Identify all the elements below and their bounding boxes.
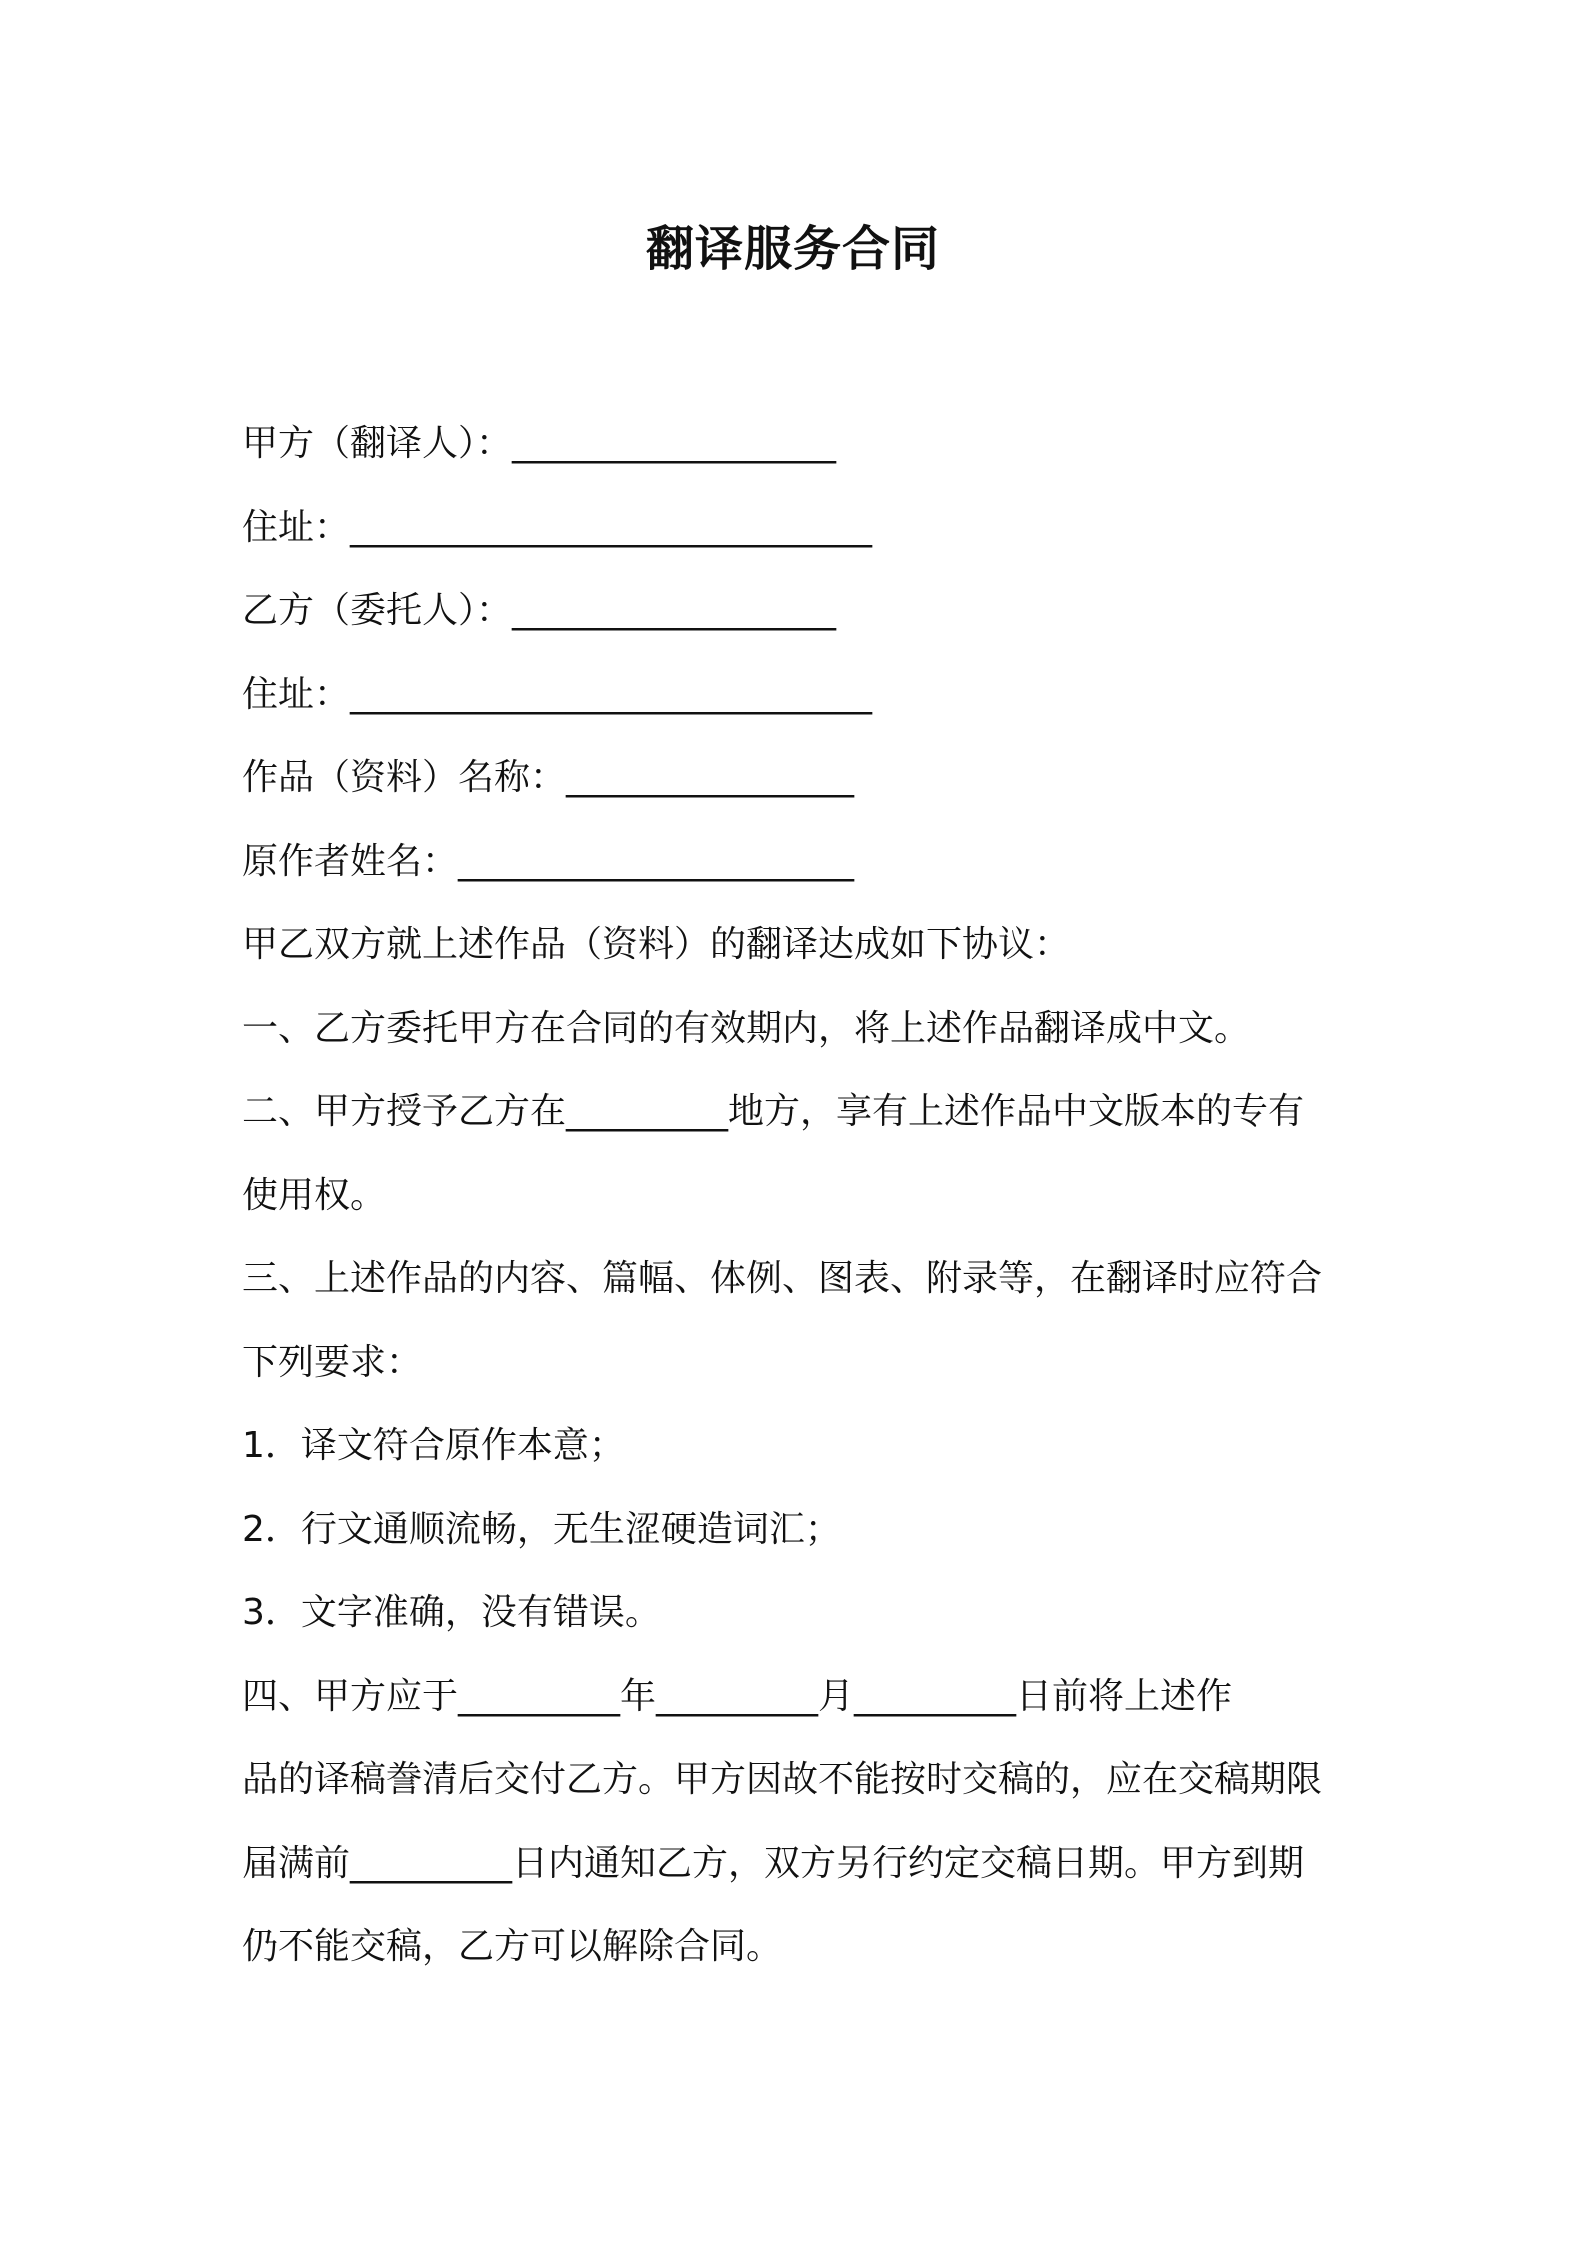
- party-b-address-field: 住址：_____________________________: [242, 673, 873, 715]
- document-title: 翻译服务合同: [645, 221, 940, 277]
- original-author-field: 原作者姓名：______________________: [242, 840, 855, 882]
- clause-3-line-1: 三、上述作品的内容、篇幅、体例、图表、附录等，在翻译时应符合: [242, 1258, 1323, 1299]
- requirement-1: 1．译文符合原作本意；: [242, 1425, 625, 1466]
- document-body: [242, 402, 1352, 1989]
- clause-2-line-1: 二、甲方授予乙方在_________地方，享有上述作品中文版本的专有: [242, 1091, 1305, 1132]
- party-a-field: 甲方（翻译人）：__________________: [242, 423, 837, 464]
- clause-2-line-2: 使用权。: [242, 1174, 387, 1216]
- party-a-address-field: 住址：_____________________________: [242, 506, 873, 548]
- clause-4-line-3: 届满前_________日内通知乙方，双方另行约定交稿日期。甲方到期: [242, 1842, 1305, 1884]
- party-b-field: 乙方（委托人）：__________________: [242, 590, 837, 631]
- clause-4-line-2: 品的译稿誊清后交付乙方。甲方因故不能按时交稿的，应在交稿期限: [242, 1759, 1323, 1800]
- clause-4-line-4: 仍不能交稿，乙方可以解除合同。: [242, 1926, 783, 1967]
- clause-3-line-2: 下列要求：: [242, 1341, 423, 1383]
- clause-1: 一、乙方委托甲方在合同的有效期内，将上述作品翻译成中文。: [242, 1007, 1251, 1049]
- work-name-field: 作品（资料）名称：________________: [242, 757, 855, 798]
- clause-4-line-1: 四、甲方应于_________年_________月_________日前将上述作: [242, 1675, 1233, 1717]
- requirement-3: 3．文字准确，没有错误。: [242, 1592, 661, 1633]
- requirement-2: 2．行文通顺流畅，无生涩硬造词汇；: [242, 1508, 841, 1550]
- agreement-intro: 甲乙双方就上述作品（资料）的翻译达成如下协议：: [242, 924, 1071, 965]
